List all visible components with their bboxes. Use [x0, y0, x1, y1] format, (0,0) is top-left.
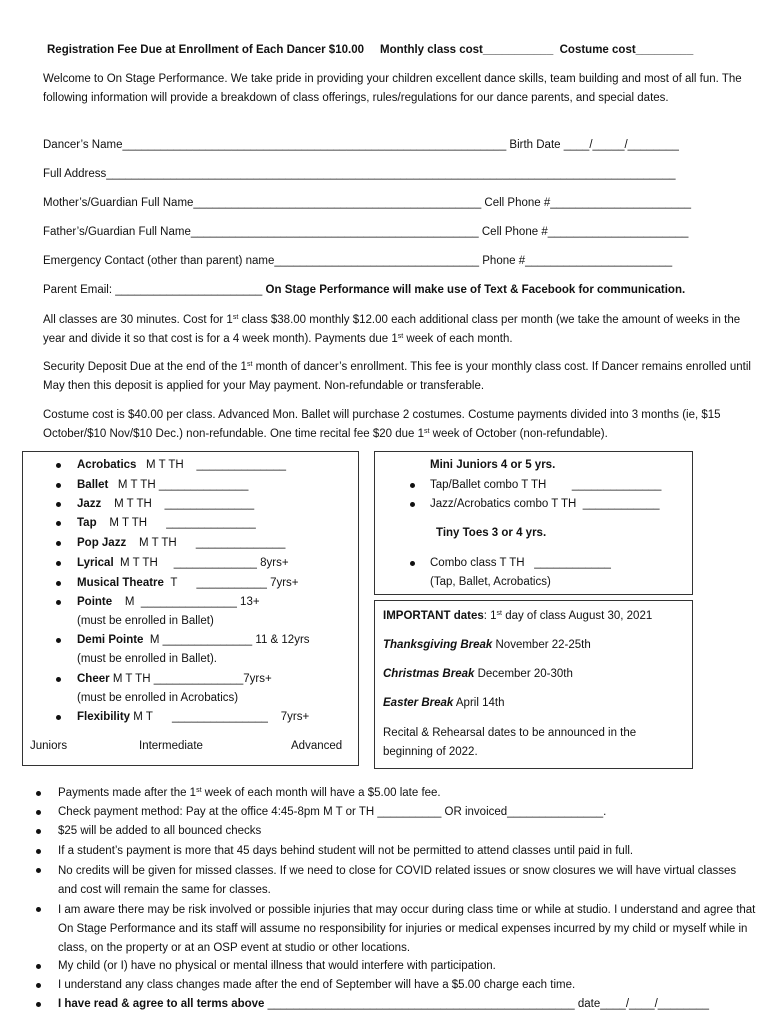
bullet-icon — [36, 907, 41, 912]
father-guardian-field[interactable]: Father’s/Guardian Full Name_____________________________________________ Cell Phone #______________________ — [43, 226, 689, 238]
bullet-icon — [56, 483, 61, 488]
thanksgiving-break: Thanksgiving Break November 22-25th — [383, 639, 591, 651]
class-note-cheer: (must be enrolled in Acrobatics) — [77, 692, 239, 704]
class-row-tap[interactable]: Tap M T TH ______________ — [77, 517, 256, 529]
costume-paragraph: Costume cost is $40.00 per class. Advanced Mon. Ballet will purchase 2 costumes. Costume payments divided into 3 months (ie, $15 October/$10 Nov/$10 Dec.) non-refundable. One time recital fee $20 due 1st week of October (non-refundable). — [43, 409, 721, 440]
class-note-pointe: (must be enrolled in Ballet) — [77, 615, 214, 627]
fee-header — [47, 43, 757, 58]
registration-fee: Registration Fee Due at Enrollment of Each Dancer $10.00 — [47, 44, 364, 56]
tiny-toes-combo-note: (Tap, Ballet, Acrobatics) — [430, 576, 551, 588]
class-row-pointe[interactable]: Pointe M _______________ 13+ — [77, 596, 260, 608]
mini-row-jazz-acro[interactable]: Jazz/Acrobatics combo T TH ____________ — [430, 498, 660, 510]
bullet-icon — [56, 521, 61, 526]
rule-no-illness: My child (or I) have no physical or mental illness that would interfere with participation. — [58, 960, 496, 972]
bullet-icon — [56, 541, 61, 546]
bullet-icon — [36, 1002, 41, 1007]
mother-guardian-field[interactable]: Mother’s/Guardian Full Name_____________________________________________ Cell Phone #______________________ — [43, 197, 691, 209]
level-juniors: Juniors — [30, 740, 68, 752]
bullet-icon — [56, 600, 61, 605]
class-row-demi-pointe[interactable]: Demi Pointe M ______________ 11 & 12yrs — [77, 634, 310, 646]
class-row-pop-jazz[interactable]: Pop Jazz M T TH ______________ — [77, 537, 286, 549]
communication-note: On Stage Performance will make use of Text & Facebook for communication. — [265, 284, 686, 296]
bullet-icon — [56, 561, 61, 566]
rule-check-payment[interactable]: Check payment method: Pay at the office 4:45-8pm M T or TH __________ OR invoiced_______________. — [58, 806, 607, 818]
level-intermediate: Intermediate — [139, 740, 203, 752]
bullet-icon — [56, 715, 61, 720]
bullet-icon — [36, 868, 41, 873]
mini-juniors-title: Mini Juniors 4 or 5 yrs. — [430, 459, 556, 471]
bullet-icon — [36, 964, 41, 969]
level-advanced: Advanced — [291, 740, 343, 752]
parent-email-row — [43, 283, 753, 298]
bullet-icon — [56, 463, 61, 468]
mini-row-tap-ballet[interactable]: Tap/Ballet combo T TH ______________ — [430, 479, 662, 491]
rule-late-fee: Payments made after the 1st week of each month will have a $5.00 late fee. — [58, 787, 441, 799]
recital-note: Recital & Rehearsal dates to be announced in the beginning of 2022. — [383, 727, 637, 758]
class-row-musical-theatre[interactable]: Musical Theatre T ___________ 7yrs+ — [77, 577, 299, 589]
christmas-break: Christmas Break December 20-30th — [383, 668, 573, 680]
bullet-icon — [410, 561, 415, 566]
bullet-icon — [36, 810, 41, 815]
class-row-ballet[interactable]: Ballet M T TH ______________ — [77, 479, 249, 491]
easter-break: Easter Break April 14th — [383, 697, 505, 709]
monthly-class-cost: Monthly class cost___________ — [379, 44, 554, 56]
rule-risk: I am aware there may be risk involved or possible injuries that may occur during class time or while at studio. I understand and agree that On Stage Performance and its staff will assume no responsibility for injuries or medical expenses incurred by my child or myself while in class, on the property or at an OSP event at studio or other locations. — [58, 904, 756, 954]
tiny-toes-combo-row[interactable]: Combo class T TH ____________ — [430, 557, 611, 569]
bullet-icon — [56, 502, 61, 507]
deposit-paragraph: Security Deposit Due at the end of the 1st month of dancer’s enrollment. This fee is your monthly class cost. If Dancer remains enrolled until May then this deposit is applied for your May payment. Non-refundable or transferable. — [43, 361, 751, 392]
emergency-contact-field[interactable]: Emergency Contact (other than parent) name________________________________ Phone #_______________________ — [43, 255, 673, 267]
bullet-icon — [56, 677, 61, 682]
rule-bounced-checks: $25 will be added to all bounced checks — [58, 825, 262, 837]
bullet-icon — [410, 502, 415, 507]
rule-no-credits: No credits will be given for missed classes. If we need to close for COVID related issues or snow closures we will have virtual classes and cost will remain the same for classes. — [58, 865, 737, 896]
bullet-icon — [36, 829, 41, 834]
parent-email-field[interactable]: Parent Email: _______________________ — [43, 284, 263, 296]
rule-class-changes: I understand any class changes made after the end of September will have a $5.00 charge each time. — [58, 979, 576, 991]
class-row-flexibility[interactable]: Flexibility M T _______________ 7yrs+ — [77, 711, 310, 723]
bullet-icon — [36, 983, 41, 988]
bullet-icon — [56, 638, 61, 643]
rule-payment-behind: If a student’s payment is more that 45 days behind student will not be permitted to attend classes until paid in full. — [58, 845, 634, 857]
costume-cost: Costume cost_________ — [559, 44, 694, 56]
bullet-icon — [36, 849, 41, 854]
class-row-lyrical[interactable]: Lyrical M T TH _____________ 8yrs+ — [77, 557, 289, 569]
bullet-icon — [410, 483, 415, 488]
tiny-toes-title: Tiny Toes 3 or 4 yrs. — [436, 527, 547, 539]
dancer-name-field[interactable]: Dancer’s Name____________________________________________________________ Birth Date ____/_____/________ — [43, 139, 679, 151]
full-address-field[interactable]: Full Address_________________________________________________________________________________________ — [43, 168, 676, 180]
first-day-of-class: IMPORTANT dates: 1st day of class August 30, 2021 — [383, 610, 653, 622]
bullet-icon — [56, 581, 61, 586]
classes-paragraph: All classes are 30 minutes. Cost for 1st class $38.00 monthly $12.00 each additional class per month (we take the amount of weeks in the year and divide it so that cost is for a 4 week month). Payments due 1st week of each month. — [43, 314, 741, 345]
class-row-acrobatics[interactable]: Acrobatics M T TH ______________ — [77, 459, 287, 471]
bullet-icon — [36, 791, 41, 796]
agreement-signature-row[interactable]: I have read & agree to all terms above ________________________________________________ date____/____/________ — [58, 998, 709, 1010]
class-note-demi-pointe: (must be enrolled in Ballet). — [77, 653, 217, 665]
intro-paragraph: Welcome to On Stage Performance. We take pride in providing your children excellent dance skills, team building and most of all fun. The following information will provide a breakdown of class offerings, rules/regulations for our dance parents, and special dates. — [43, 73, 742, 104]
class-row-jazz[interactable]: Jazz M T TH ______________ — [77, 498, 255, 510]
class-row-cheer[interactable]: Cheer M T TH ______________7yrs+ — [77, 673, 272, 685]
